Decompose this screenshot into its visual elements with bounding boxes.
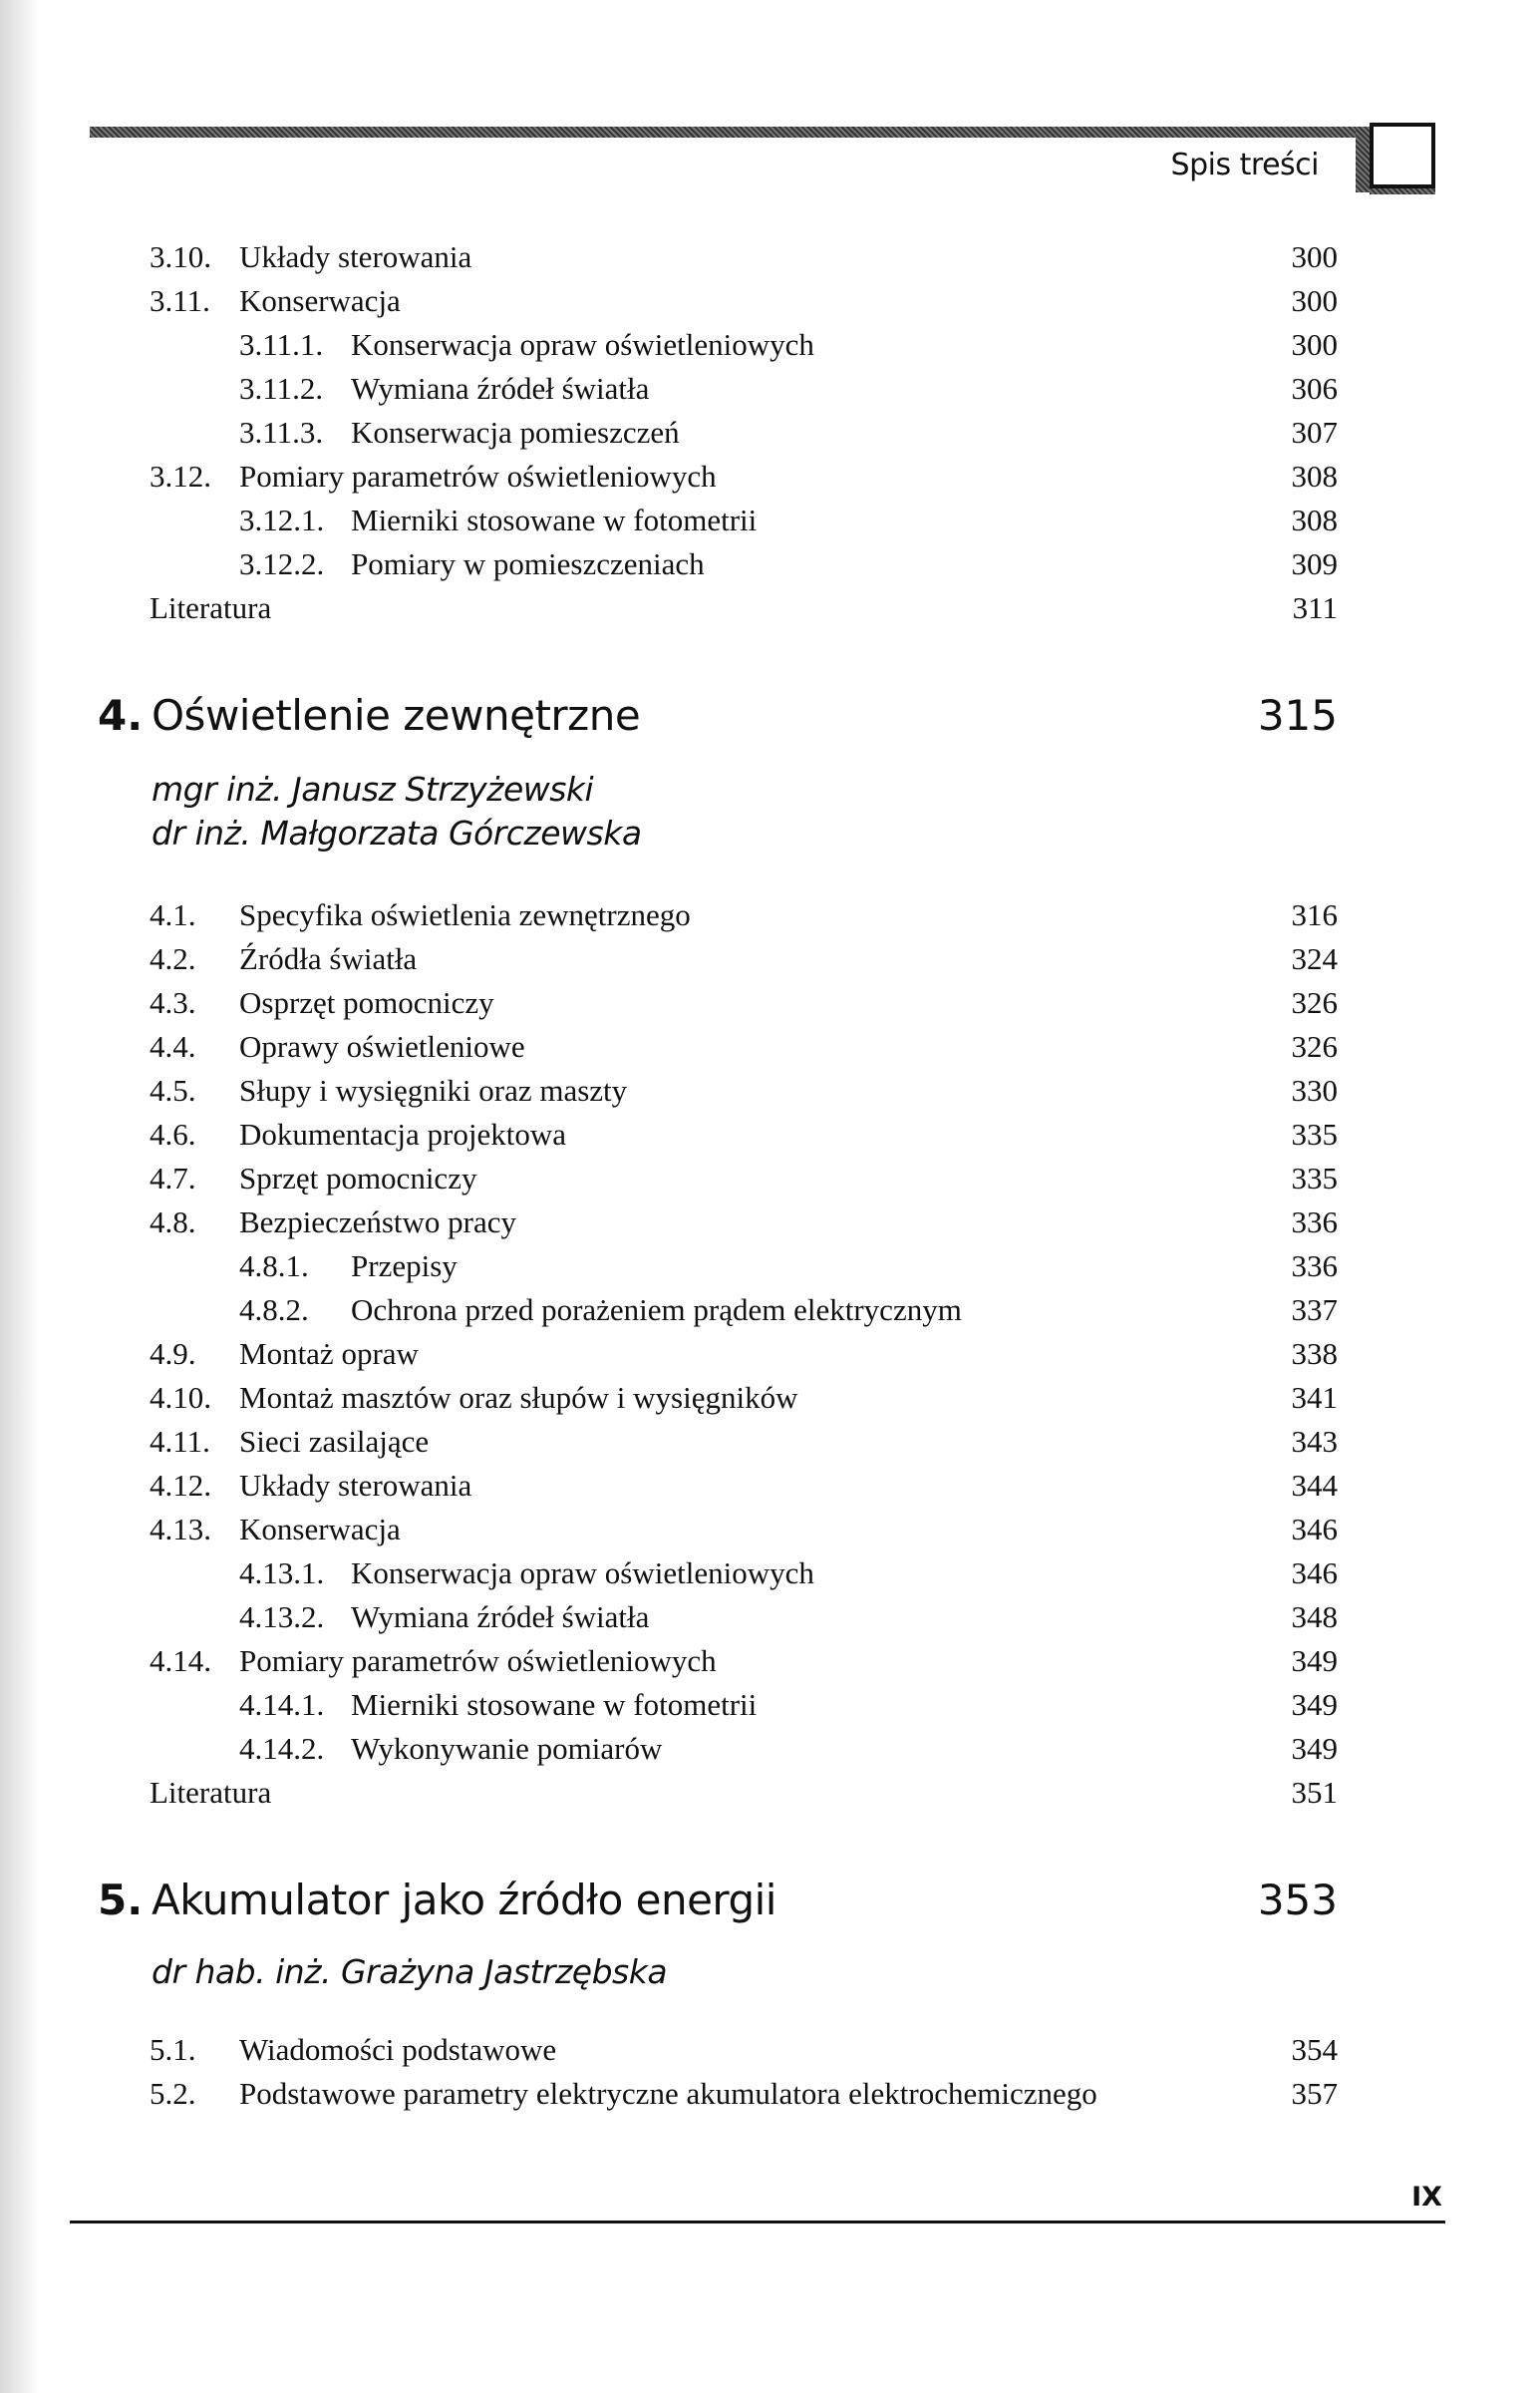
toc-entry[interactable] <box>0 235 1540 279</box>
entry-page: 300 <box>1291 239 1338 274</box>
toc-entry[interactable] <box>0 323 1540 367</box>
entry-page: 338 <box>1291 1336 1338 1371</box>
toc-entry[interactable] <box>0 279 1540 323</box>
entry-page: 354 <box>1291 2032 1338 2067</box>
toc-entry[interactable] <box>0 1376 1540 1420</box>
toc-entry[interactable] <box>0 1508 1540 1551</box>
entry-number: 3.11.2. <box>239 371 324 406</box>
entry-number: 4.14.2. <box>239 1731 325 1766</box>
entry-page: 311 <box>1292 590 1338 625</box>
entry-number: 4.1. <box>150 897 196 932</box>
entry-page: 330 <box>1291 1073 1338 1108</box>
toc-entry[interactable] <box>0 1069 1540 1113</box>
entry-page: 307 <box>1291 415 1338 450</box>
toc-entry-bibliography[interactable] <box>0 586 1540 630</box>
toc-entry[interactable] <box>0 981 1540 1025</box>
entry-title: Konserwacja <box>239 283 401 318</box>
entry-number: 3.12.1. <box>239 503 325 537</box>
entry-title: Słupy i wysięgniki oraz maszty <box>239 1073 628 1108</box>
entry-number: 3.11. <box>150 283 210 318</box>
entry-number: 4.7. <box>150 1161 196 1196</box>
entry-number: 4.5. <box>150 1073 196 1108</box>
toc-entry[interactable] <box>0 542 1540 586</box>
toc-entry[interactable] <box>0 1639 1540 1683</box>
entry-number: 4.14.1. <box>239 1687 325 1722</box>
entry-number: 4.13. <box>150 1512 211 1546</box>
toc-entry[interactable] <box>0 1157 1540 1200</box>
entry-title: Pomiary parametrów oświetleniowych <box>239 459 717 494</box>
toc-entry[interactable] <box>0 2072 1540 2116</box>
entry-title: Mierniki stosowane w fotometrii <box>351 503 758 537</box>
entry-page: 308 <box>1291 459 1338 494</box>
entry-page: 308 <box>1291 503 1338 537</box>
entry-title: Konserwacja opraw oświetleniowych <box>351 1555 814 1590</box>
toc-entry[interactable] <box>0 1420 1540 1464</box>
entry-title: Montaż opraw <box>239 1336 419 1371</box>
entry-title: Sprzęt pomocniczy <box>239 1161 477 1196</box>
entry-title: Wykonywanie pomiarów <box>351 1731 663 1766</box>
toc-entry[interactable] <box>0 1332 1540 1376</box>
chapter-page: 315 <box>1257 691 1338 740</box>
entry-title: Sieci zasilające <box>239 1424 430 1459</box>
chapter-number: 5. <box>98 1876 144 1924</box>
entry-title: Przepisy <box>351 1248 458 1283</box>
toc-entry[interactable] <box>0 1113 1540 1157</box>
entry-page: 357 <box>1291 2076 1338 2111</box>
entry-title: Konserwacja <box>239 1512 401 1546</box>
chapter-heading[interactable] <box>0 1871 1540 1930</box>
entry-number: 4.11. <box>150 1424 210 1459</box>
toc-entry[interactable] <box>0 499 1540 542</box>
entry-page: 346 <box>1291 1512 1338 1546</box>
toc-entry[interactable] <box>0 1200 1540 1244</box>
entry-page: 335 <box>1291 1117 1338 1152</box>
entry-page: 341 <box>1291 1380 1338 1415</box>
toc-entry[interactable] <box>0 937 1540 981</box>
entry-title: Wymiana źródeł światła <box>351 371 650 406</box>
entry-title: Podstawowe parametry elektryczne akumulatora elektrochemicznego <box>239 2076 1097 2111</box>
toc-entry[interactable] <box>0 893 1540 937</box>
entry-title: Bezpieczeństwo pracy <box>239 1204 517 1239</box>
entry-title: Oprawy oświetleniowe <box>239 1029 525 1064</box>
toc-entry[interactable] <box>0 1288 1540 1332</box>
entry-title: Mierniki stosowane w fotometrii <box>351 1687 758 1722</box>
entry-page: 326 <box>1291 1029 1338 1064</box>
entry-page: 300 <box>1291 327 1338 362</box>
entry-number: 5.1. <box>150 2032 196 2067</box>
entry-number: 5.2. <box>150 2076 196 2111</box>
toc-entry[interactable] <box>0 1244 1540 1288</box>
entry-number: 3.10. <box>150 239 211 274</box>
entry-number: 4.13.2. <box>239 1599 325 1634</box>
header-box-shadow <box>1370 188 1435 194</box>
entry-page: 326 <box>1291 985 1338 1020</box>
entry-number: 4.8.2. <box>239 1292 309 1327</box>
entry-page: 344 <box>1291 1468 1338 1503</box>
chapter-title: Akumulator jako źródło energii <box>152 1876 776 1924</box>
toc-entry[interactable] <box>0 411 1540 455</box>
entry-page: 346 <box>1291 1555 1338 1590</box>
entry-page: 300 <box>1291 283 1338 318</box>
entry-number: 4.12. <box>150 1468 211 1503</box>
entry-page: 348 <box>1291 1599 1338 1634</box>
entry-title: Układy sterowania <box>239 1468 472 1503</box>
entry-page: 343 <box>1291 1424 1338 1459</box>
toc-entry[interactable] <box>0 455 1540 499</box>
entry-number: 4.10. <box>150 1380 211 1415</box>
entry-title: Literatura <box>150 590 272 625</box>
entry-page: 336 <box>1291 1204 1338 1239</box>
entry-number: 4.2. <box>150 941 196 976</box>
entry-title: Dokumentacja projektowa <box>239 1117 566 1152</box>
header-rule-end <box>1356 127 1370 192</box>
header-rule <box>90 127 1386 138</box>
toc-entry[interactable] <box>0 2028 1540 2072</box>
toc-entry[interactable] <box>0 367 1540 411</box>
entry-title: Ochrona przed porażeniem prądem elektrycznym <box>351 1292 962 1327</box>
page-number: IX <box>1411 2182 1442 2213</box>
chapter-number: 4. <box>98 691 144 740</box>
entry-page: 349 <box>1291 1643 1338 1678</box>
toc-entry[interactable] <box>0 1683 1540 1727</box>
chapter-title: Oświetlenie zewnętrzne <box>152 691 641 740</box>
chapter-page: 353 <box>1257 1876 1338 1924</box>
entry-page: 335 <box>1291 1161 1338 1196</box>
entry-number: 4.9. <box>150 1336 196 1371</box>
entry-page: 351 <box>1291 1775 1338 1810</box>
entry-number: 3.12.2. <box>239 546 325 581</box>
entry-number: 4.4. <box>150 1029 196 1064</box>
footer-rule <box>70 2221 1445 2223</box>
header-box-decoration <box>1370 123 1435 188</box>
entry-title: Montaż masztów oraz słupów i wysięgników <box>239 1380 798 1415</box>
entry-page: 336 <box>1291 1248 1338 1283</box>
entry-title: Konserwacja opraw oświetleniowych <box>351 327 814 362</box>
chapter-author: mgr inż. Janusz Strzyżewski <box>152 770 594 809</box>
entry-page: 316 <box>1291 897 1338 932</box>
toc-entry[interactable] <box>0 1551 1540 1595</box>
entry-number: 3.12. <box>150 459 211 494</box>
entry-title: Konserwacja pomieszczeń <box>351 415 680 450</box>
entry-page: 349 <box>1291 1687 1338 1722</box>
entry-number: 3.11.1. <box>239 327 324 362</box>
entry-title: Literatura <box>150 1775 272 1810</box>
entry-title: Wymiana źródeł światła <box>351 1599 650 1634</box>
entry-title: Źródła światła <box>239 941 418 976</box>
chapter-author: dr inż. Małgorzata Górczewska <box>152 814 642 853</box>
toc-entry[interactable] <box>0 1595 1540 1639</box>
entry-page: 349 <box>1291 1731 1338 1766</box>
entry-page: 309 <box>1291 546 1338 581</box>
toc-entry[interactable] <box>0 1464 1540 1508</box>
entry-title: Pomiary w pomieszczeniach <box>351 546 705 581</box>
chapter-heading[interactable] <box>0 686 1540 746</box>
toc-entry[interactable] <box>0 1025 1540 1069</box>
entry-title: Specyfika oświetlenia zewnętrznego <box>239 897 691 932</box>
entry-title: Wiadomości podstawowe <box>239 2032 557 2067</box>
entry-number: 4.6. <box>150 1117 196 1152</box>
entry-number: 4.13.1. <box>239 1555 325 1590</box>
chapter-author: dr hab. inż. Grażyna Jastrzębska <box>152 1952 668 1991</box>
entry-page: 324 <box>1291 941 1338 976</box>
entry-number: 4.8. <box>150 1204 196 1239</box>
entry-title: Pomiary parametrów oświetleniowych <box>239 1643 717 1678</box>
entry-page: 306 <box>1291 371 1338 406</box>
entry-title: Osprzęt pomocniczy <box>239 985 494 1020</box>
toc-entry-bibliography[interactable] <box>0 1771 1540 1815</box>
entry-number: 3.11.3. <box>239 415 324 450</box>
entry-page: 337 <box>1291 1292 1338 1327</box>
entry-title: Układy sterowania <box>239 239 472 274</box>
entry-number: 4.14. <box>150 1643 211 1678</box>
entry-number: 4.3. <box>150 985 196 1020</box>
toc-entry[interactable] <box>0 1727 1540 1771</box>
entry-number: 4.8.1. <box>239 1248 309 1283</box>
running-head: Spis treści <box>1170 148 1319 182</box>
